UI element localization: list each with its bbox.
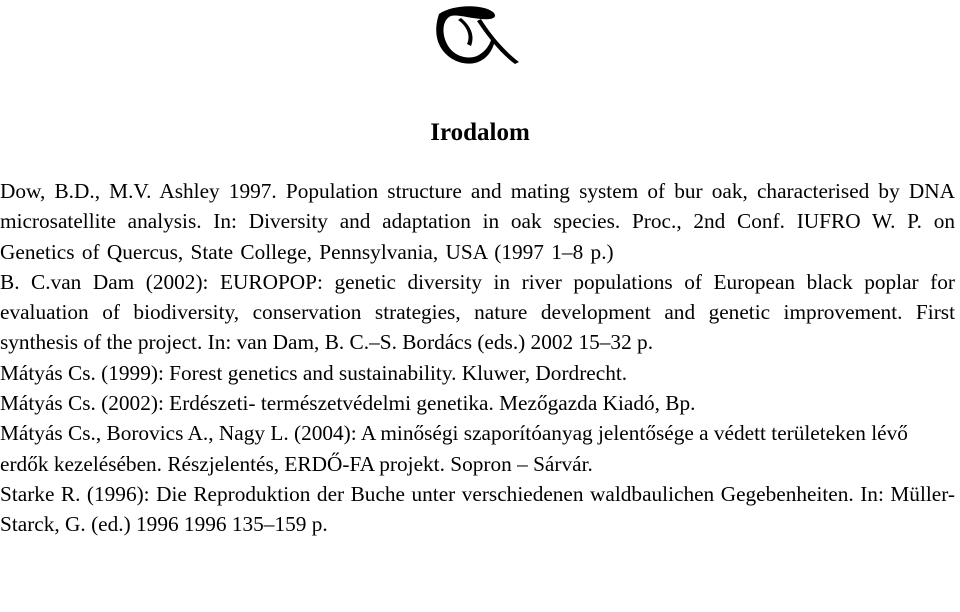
reference-list <box>0 176 955 540</box>
reference-item: Starke R. (1996): Die Reproduktion der Buche unter verschiedenen waldbaulichen Gegebenheiten. In: Müller-Starck, G. (ed.) 1996 1996 135–159 p. <box>0 481 955 537</box>
reference-item: Mátyás Cs. (2002): Erdészeti- természetvédelmi genetika. Mezőgazda Kiadó, Bp. <box>0 391 696 416</box>
reference-item: Mátyás Cs., Borovics A., Nagy L. (2004): A minőségi szaporítóanyag jelentősége a védett területeken lévő erdők kezelésében. Részjelentés, ERDŐ-FA projekt. Sopron – Sárvár. <box>0 421 908 476</box>
reference-item: B. C.van Dam (2002): EUROPOP: genetic diversity in river populations of European black poplar for evaluation of biodiversity, conservation strategies, nature development and genetic improvement. First synthesis of the project. In: van Dam, B. C.–S. Bordács (eds.) 2002 15–32 p. <box>0 269 955 355</box>
reference-item: Mátyás Cs. (1999): Forest genetics and sustainability. Kluwer, Dordrecht. <box>0 360 628 385</box>
stylized-letter-logo-icon <box>431 2 523 66</box>
page-title: Irodalom <box>430 119 530 146</box>
reference-item: Dow, B.D., M.V. Ashley 1997. Population structure and mating system of bur oak, characterised by DNA microsatellite analysis. In: Diversity and adaptation in oak species. Proc., 2nd Conf. IUFRO W. P. on Genetics of Quercus, State College, Pennsylvania, USA (1997 1–8 p.) <box>0 179 955 264</box>
